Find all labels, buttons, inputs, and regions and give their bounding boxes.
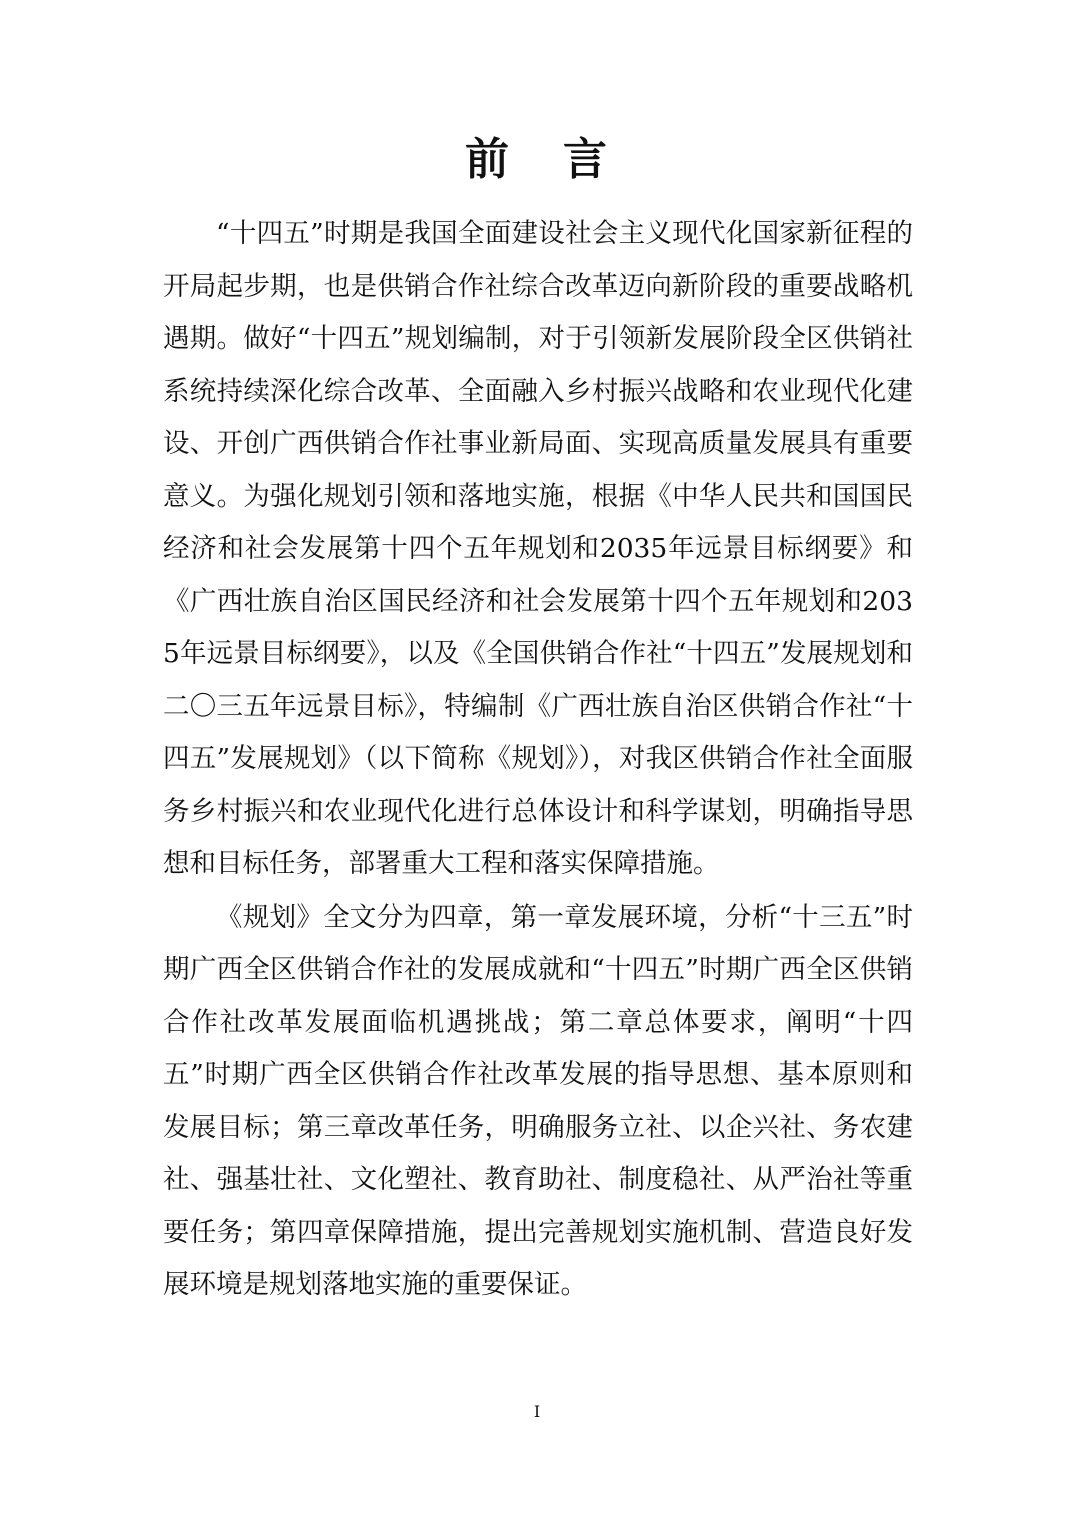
page-title-part-1: 前	[465, 134, 511, 185]
preface-body	[163, 208, 913, 1312]
page-title	[0, 133, 1074, 187]
preface-paragraph-1: “十四五”时期是我国全面建设社会主义现代化国家新征程的开局起步期，也是供销合作社综合改革迈向新阶段的重要战略机遇期。做好“十四五”规划编制，对于引领新发展阶段全区供销社系统持续深化综合改革、全面融入乡村振兴战略和农业现代化建设、开创广西供销合作社事业新局面、实现高质量发展具有重要意义。为强化规划引领和落地实施，根据《中华人民共和国国民经济和社会发展第十四个五年规划和2035年远景目标纲要》和《广西壮族自治区国民经济和社会发展第十四个五年规划和2035年远景目标纲要》，以及《全国供销合作社“十四五”发展规划和二〇三五年远景目标》，特编制《广西壮族自治区供销合作社“十四五”发展规划》（以下简称《规划》），对我区供销合作社全面服务乡村振兴和农业现代化进行总体设计和科学谋划，明确指导思想和目标任务，部署重大工程和落实保障措施。	[163, 218, 913, 879]
page-number: I	[533, 1402, 541, 1421]
preface-paragraph-2: 《规划》全文分为四章，第一章发展环境，分析“十三五”时期广西全区供销合作社的发展成就和“十四五”时期广西全区供销合作社改革发展面临机遇挑战；第二章总体要求，阐明“十四五”时期广西全区供销合作社改革发展的指导思想、基本原则和发展目标；第三章改革任务，明确服务立社、以企兴社、务农建社、强基壮社、文化塑社、教育助社、制度稳社、从严治社等重要任务；第四章保障措施，提出完善规划实施机制、营造良好发展环境是规划落地实施的重要保证。	[163, 901, 913, 1300]
page-title-part-2: 言	[563, 134, 609, 185]
